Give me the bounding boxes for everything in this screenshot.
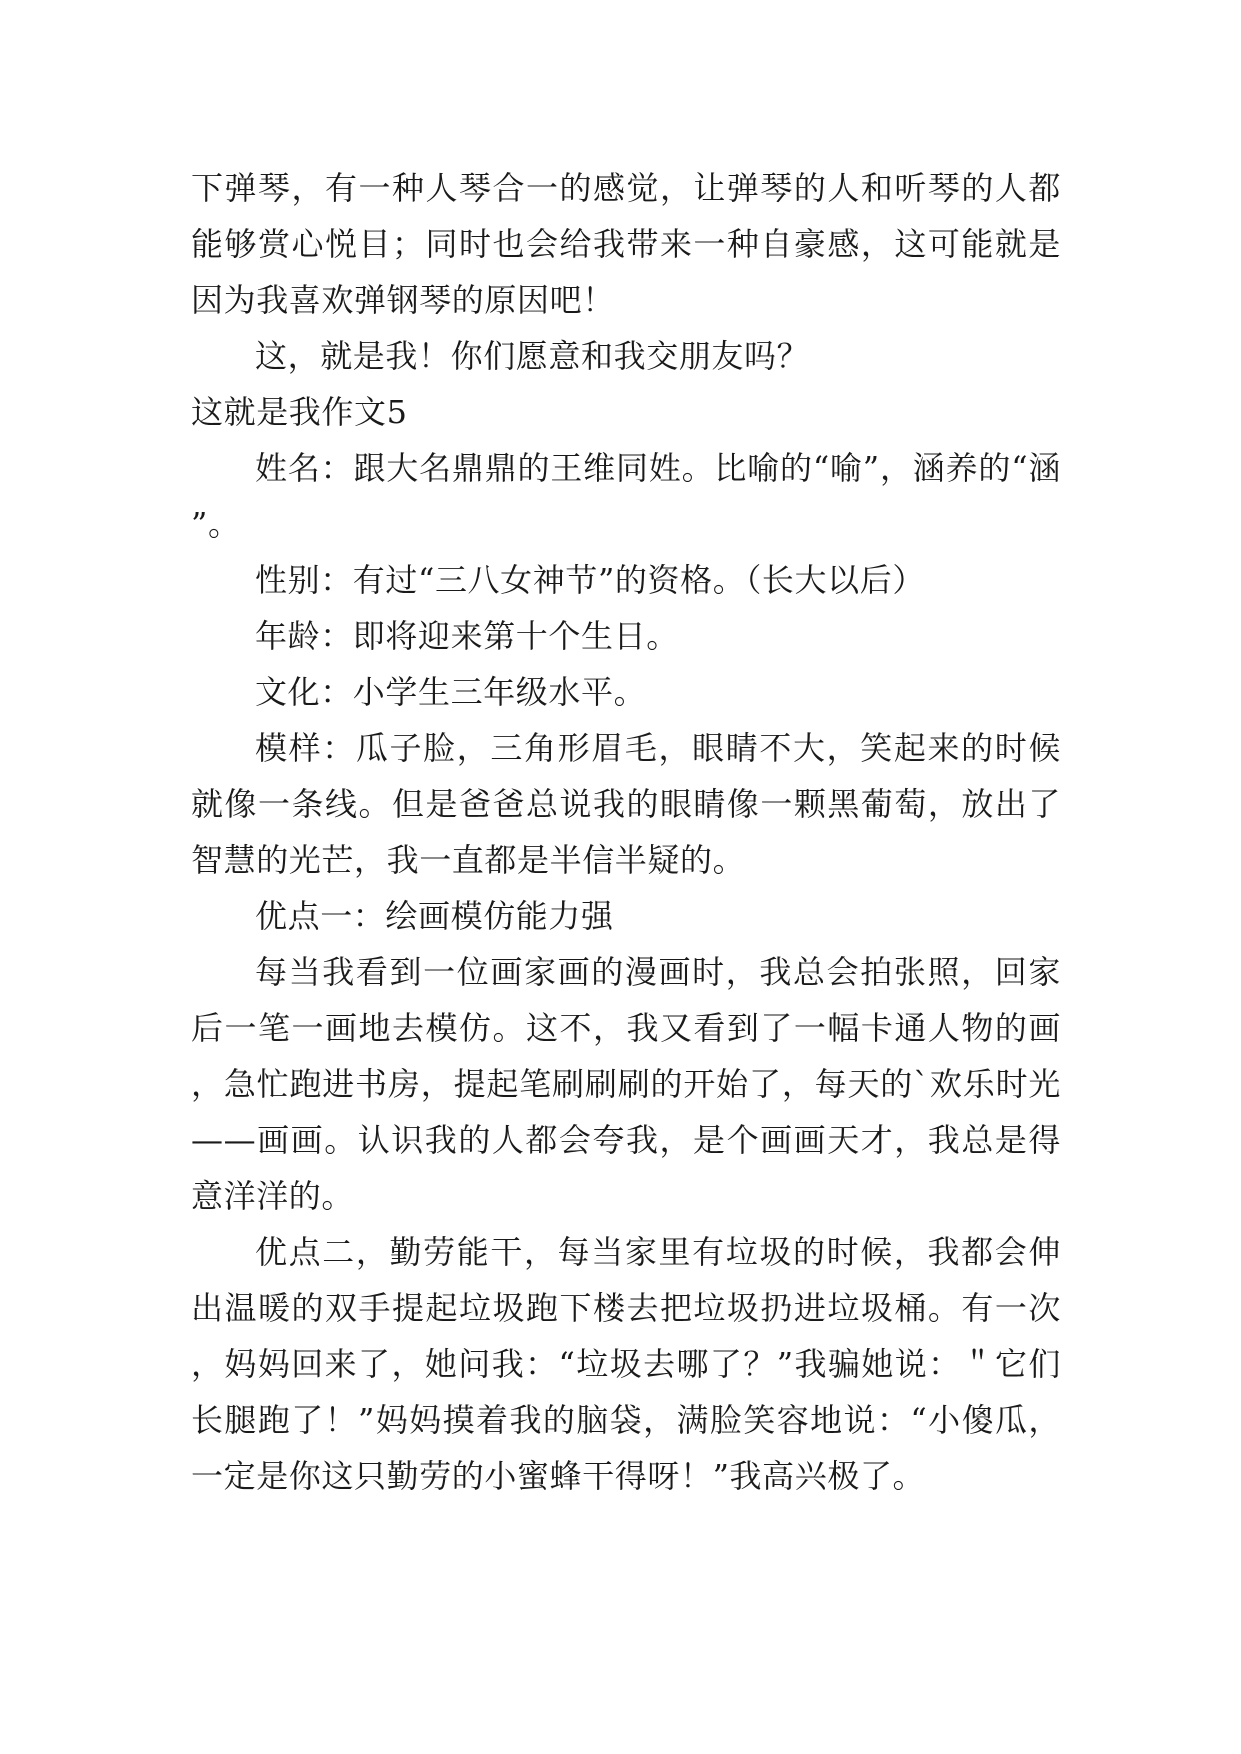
paragraph-name: 姓名：跟大名鼎鼎的王维同姓。比喻的“喻”，涵养的“涵”。 xyxy=(191,449,1061,543)
paragraph-education: 文化：小学生三年级水平。 xyxy=(255,673,647,711)
paragraph-piano-reason: 下弹琴，有一种人琴合一的感觉，让弹琴的人和听琴的人都能够赏心悦目；同时也会给我带来一种自豪感，这可能就是因为我喜欢弹钢琴的原因吧！ xyxy=(191,169,1061,319)
paragraph-gender: 性别：有过“三八女神节”的资格。（长大以后） xyxy=(255,561,925,599)
document-body xyxy=(191,160,1061,1504)
essay-title: 这就是我作文5 xyxy=(191,393,408,431)
paragraph-drawing: 每当我看到一位画家画的漫画时，我总会拍张照，回家后一笔一画地去模仿。这不，我又看到了一幅卡通人物的画，急忙跑进书房，提起笔刷刷刷的开始了，每天的`欢乐时光——画画。认识我的人都会夸我，是个画画天才，我总是得意洋洋的。 xyxy=(191,953,1061,1215)
paragraph-friends-question: 这，就是我！你们愿意和我交朋友吗？ xyxy=(255,337,810,375)
paragraph-age: 年龄：即将迎来第十个生日。 xyxy=(255,617,679,655)
paragraph-strength-two: 优点二，勤劳能干，每当家里有垃圾的时候，我都会伸出温暖的双手提起垃圾跑下楼去把垃圾扔进垃圾桶。有一次，妈妈回来了，她问我：“垃圾去哪了？”我骗她说：＂它们长腿跑了！”妈妈摸着我的脑袋，满脸笑容地说：“小傻瓜，一定是你这只勤劳的小蜜蜂干得呀！”我高兴极了。 xyxy=(191,1233,1061,1495)
paragraph-strength-one-title: 优点一：绘画模仿能力强 xyxy=(255,897,614,935)
paragraph-appearance: 模样：瓜子脸，三角形眉毛，眼睛不大，笑起来的时候就像一条线。但是爸爸总说我的眼睛像一颗黑葡萄，放出了智慧的光芒，我一直都是半信半疑的。 xyxy=(191,729,1061,879)
